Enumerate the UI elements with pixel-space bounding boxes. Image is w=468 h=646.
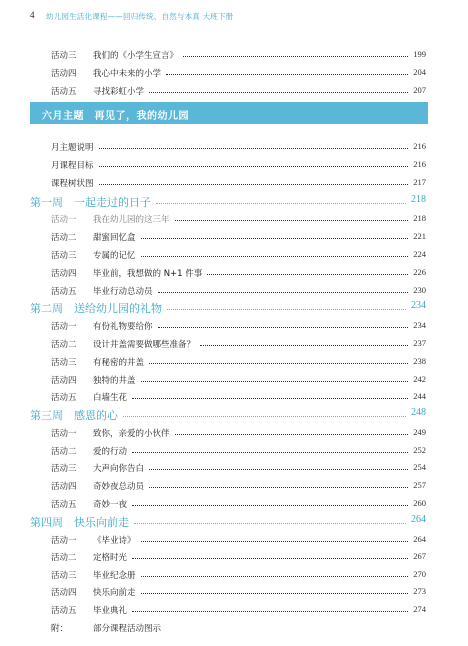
toc-entry[interactable]: [0, 249, 468, 265]
toc-entry[interactable]: [0, 141, 468, 157]
leader-dots: [167, 309, 406, 310]
month-theme-banner[interactable]: [30, 102, 428, 124]
entry-title: 《毕业诗》: [93, 534, 139, 546]
entry-title: 我们的《小学生宣言》: [93, 49, 181, 61]
week-title: 第三周 感恩的心: [30, 407, 121, 423]
leader-dots: [200, 345, 408, 346]
entry-title: 白墙生花: [93, 391, 130, 403]
activity-label: 活动三: [51, 464, 77, 474]
activity-label: 活动一: [51, 322, 77, 332]
entry-title: 爱的行动: [93, 445, 130, 457]
activity-label: 活动三: [51, 358, 77, 368]
page-ref: 216: [410, 141, 426, 151]
week-heading[interactable]: [0, 194, 468, 212]
activity-label: 活动五: [51, 500, 77, 510]
week-title: 第一周 一起走过的日子: [30, 194, 154, 210]
toc-entry[interactable]: [0, 49, 468, 65]
leader-dots: [141, 541, 409, 542]
page-ref: 270: [410, 569, 426, 579]
page-ref: 264: [408, 514, 426, 525]
page-ref: 234: [408, 300, 426, 311]
page-ref: 252: [410, 445, 426, 455]
leader-dots: [156, 203, 406, 204]
page-ref: 248: [408, 407, 426, 418]
toc-entry[interactable]: [0, 177, 468, 193]
toc-entry[interactable]: [0, 85, 468, 101]
page-ref: 274: [410, 604, 426, 614]
page-ref: 204: [410, 67, 426, 77]
week-title: 第二周 送给幼儿园的礼物: [30, 300, 165, 316]
month-theme-title: 六月主题 再见了，我的幼儿园: [42, 111, 189, 122]
page-ref: 242: [410, 374, 426, 384]
activity-label: 活动三: [51, 51, 77, 61]
page-ref: 218: [408, 194, 426, 205]
activity-label: 活动一: [51, 536, 77, 546]
activity-label: 活动二: [51, 553, 77, 563]
page-ref: 237: [410, 338, 426, 348]
toc-entry[interactable]: [0, 356, 468, 372]
page-header: [0, 0, 468, 30]
leader-dots: [175, 220, 409, 221]
toc-entry[interactable]: [0, 462, 468, 478]
entry-title: 快乐向前走: [93, 586, 139, 598]
activity-label: 活动一: [51, 215, 77, 225]
entry-title: 我心中未来的小学: [93, 67, 164, 79]
toc-entry[interactable]: [0, 67, 468, 83]
leader-dots: [132, 611, 408, 612]
toc-entry[interactable]: [0, 427, 468, 443]
toc-entry[interactable]: [0, 586, 468, 602]
activity-label: 活动四: [51, 588, 77, 598]
leader-dots: [134, 523, 406, 524]
page-ref: 267: [410, 551, 426, 561]
entry-title: 致你，亲爱的小伙伴: [93, 427, 173, 439]
page-ref: 224: [410, 249, 426, 259]
activity-label: 活动三: [51, 571, 77, 581]
leader-dots: [207, 274, 408, 275]
activity-label: 活动四: [51, 482, 77, 492]
activity-label: 活动五: [51, 606, 77, 616]
toc-entry[interactable]: [0, 604, 468, 620]
entry-title: 毕业行动总动员: [93, 285, 156, 297]
page-ref: 244: [410, 391, 426, 401]
page-ref: 217: [410, 177, 426, 187]
week-heading[interactable]: [0, 407, 468, 425]
leader-dots: [166, 74, 408, 75]
leader-dots: [158, 327, 409, 328]
activity-label: 活动五: [51, 287, 77, 297]
appendix-entry[interactable]: [0, 622, 468, 638]
entry-title: 奇妙夜总动员: [93, 480, 147, 492]
leader-dots: [132, 452, 408, 453]
entry-title: 有秘密的井盖: [93, 356, 147, 368]
leader-dots: [141, 381, 409, 382]
activity-label: 活动五: [51, 87, 77, 97]
leader-dots: [132, 558, 408, 559]
page-ref: 273: [410, 586, 426, 596]
entry-title: 有份礼物要给你: [93, 320, 156, 332]
toc-entry[interactable]: [0, 551, 468, 567]
leader-dots: [99, 166, 409, 167]
leader-dots: [141, 238, 409, 239]
leader-dots: [123, 416, 406, 417]
toc-entry[interactable]: [0, 159, 468, 175]
toc-entry[interactable]: [0, 213, 468, 229]
page-ref: 230: [410, 285, 426, 295]
toc-entry[interactable]: [0, 534, 468, 550]
page-ref: 216: [410, 159, 426, 169]
activity-label: 活动四: [51, 269, 77, 279]
page-ref: 249: [410, 427, 426, 437]
page-ref: 207: [410, 85, 426, 95]
leader-dots: [132, 398, 408, 399]
toc-entry[interactable]: [0, 374, 468, 390]
week-title: 第四周 快乐向前走: [30, 514, 132, 530]
entry-title: 专属的记忆: [93, 249, 139, 261]
entry-title: 甜蜜回忆盒: [93, 231, 139, 243]
toc-entry[interactable]: [0, 445, 468, 461]
activity-label: 活动四: [51, 376, 77, 386]
entry-title: 独特的井盖: [93, 374, 139, 386]
page-ref: 234: [410, 320, 426, 330]
page-ref: 218: [410, 213, 426, 223]
page-ref: 238: [410, 356, 426, 366]
activity-label: 活动三: [51, 251, 77, 261]
entry-title: 月主题说明: [51, 141, 97, 153]
leader-dots: [149, 363, 408, 364]
leader-dots: [149, 92, 408, 93]
page-ref: 254: [410, 462, 426, 472]
leader-dots: [99, 184, 409, 185]
leader-dots: [158, 292, 409, 293]
week-heading[interactable]: [0, 300, 468, 318]
leader-dots: [141, 576, 409, 577]
page-ref: 260: [410, 498, 426, 508]
page-ref: 257: [410, 480, 426, 490]
activity-label: 活动二: [51, 233, 77, 243]
page-number: 4: [30, 10, 35, 20]
toc-entry[interactable]: [0, 569, 468, 585]
activity-label: 活动五: [51, 393, 77, 403]
toc-entry[interactable]: [0, 285, 468, 301]
activity-label: 活动二: [51, 447, 77, 457]
leader-dots: [175, 434, 409, 435]
entry-title: 奇妙一夜: [93, 498, 130, 510]
entry-title: 大声向你告白: [93, 462, 147, 474]
leader-dots: [99, 148, 409, 149]
toc-entry[interactable]: [0, 320, 468, 336]
activity-label: 活动四: [51, 69, 77, 79]
entry-title: 寻找彩虹小学: [93, 85, 147, 97]
entry-title: 毕业纪念册: [93, 569, 139, 581]
activity-label: 活动二: [51, 340, 77, 350]
entry-title: 课程树状图: [51, 177, 97, 189]
leader-dots: [149, 469, 408, 470]
toc-entry[interactable]: [0, 391, 468, 407]
entry-title: 设计井盖需要做哪些准备？: [93, 338, 198, 350]
toc-entry[interactable]: [0, 480, 468, 496]
entry-title: 毕业典礼: [93, 604, 130, 616]
entry-title: 我在幼儿园的这三年: [93, 213, 173, 225]
appendix-label: 附：: [51, 624, 69, 634]
leader-dots: [149, 487, 408, 488]
page-ref: 221: [410, 231, 426, 241]
page-ref: 199: [410, 49, 426, 59]
leader-dots: [141, 593, 409, 594]
entry-title: 月课程目标: [51, 159, 97, 171]
toc-entry[interactable]: [0, 267, 468, 283]
page-ref: 226: [410, 267, 426, 277]
leader-dots: [183, 56, 408, 57]
week-heading[interactable]: [0, 514, 468, 532]
leader-dots: [132, 505, 408, 506]
entry-title: 毕业前，我想做的 N+1 件事: [93, 267, 205, 279]
toc-entry[interactable]: [0, 338, 468, 354]
toc-entry[interactable]: [0, 498, 468, 514]
activity-label: 活动一: [51, 429, 77, 439]
appendix-title: 部分课程活动图示: [93, 622, 164, 634]
toc-entry[interactable]: [0, 231, 468, 247]
running-title: 幼儿园生活化课程——回归传统、自然与本真 大班下册: [46, 12, 234, 21]
entry-title: 定格时光: [93, 551, 130, 563]
page-ref: 264: [410, 534, 426, 544]
leader-dots: [141, 256, 409, 257]
